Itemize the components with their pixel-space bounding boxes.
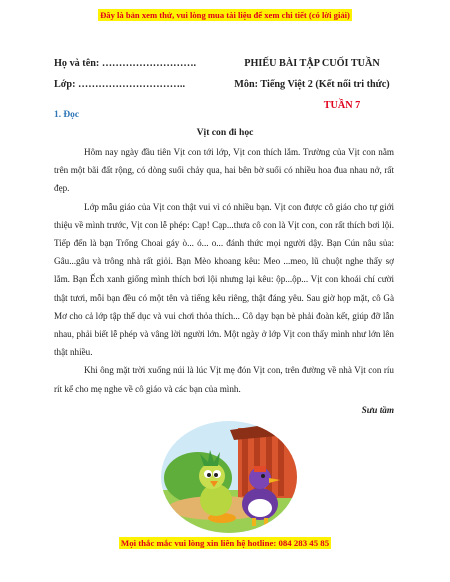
story-paragraph: Khi ông mặt trời xuống núi là lúc Vịt mẹ đón Vịt con, trên đường về nhà Vịt con ríu rít kể cho mẹ nghe về cô giáo và các bạn của mình. <box>54 365 394 394</box>
worksheet-title: PHIẾU BÀI TẬP CUỐI TUẦN <box>244 58 380 69</box>
footer-hotline <box>0 538 450 548</box>
worksheet-heading <box>212 53 412 116</box>
subject-line: Môn: Tiếng Việt 2 (Kết nối tri thức) <box>234 79 390 90</box>
story-body <box>54 143 394 398</box>
name-field-label: Họ và tên: ………………………. <box>54 58 197 69</box>
story-title: Vịt con đi học <box>196 127 254 138</box>
section-heading: 1. Đọc <box>54 110 79 120</box>
duck-illustration <box>160 420 298 534</box>
source-credit: Sưu tầm <box>361 405 394 415</box>
class-field-label: Lớp: ………………………….. <box>54 79 186 90</box>
student-info <box>54 53 196 95</box>
story-paragraph: Hôm nay ngày đầu tiên Vịt con tới lớp, Vịt con thích lắm. Trường của Vịt con nằm trên một bãi đất rộng, có dòng suối chảy qua, hai bên bờ suối có nhiều hoa đua nhau nở, rất đẹp. <box>54 147 394 194</box>
week-label: TUẦN 7 <box>323 100 361 111</box>
preview-banner-text: Đây là bản xem thử, vui lòng mua tài liệu để xem chi tiết (có lời giải) <box>100 10 350 20</box>
footer-hotline-text: Mọi thắc mắc vui lòng xin liên hệ hotline: 084 283 45 85 <box>120 538 330 548</box>
preview-banner <box>0 10 450 20</box>
story-paragraph: Lớp mẫu giáo của Vịt con thật vui vì có nhiều bạn. Vịt con được cô giáo cho tự giới thiệu về mình trước, Vịt con lễ phép: Cạp! Cạp...thưa cô con là Vịt con, con rất thích bơi lội. Tiếp đến là bạn Trống Choai gáy ò... ó... o... đánh thức mọi người dậy. Bạn Cún nâu sủa: Gâu...gâu và trông nhà rất giỏi. Bạn Mèo khoang kêu: Meo ...meo, lũ chuột nghe thấy sợ lắm. Bạn Ếch xanh giống mình thích bơi lội nhưng lại kêu: ộp...ộp... Vịt con khoái chí cười thật tươi, mỗi bạn đều có một tên và tiếng kêu riêng, thật đáng yêu. Sau giờ họp mặt, cô Gà Mơ cho cả lớp tập thể dục và vui chơi thỏa thích... Cô dạy bạn bè phải đoàn kết, giúp đỡ lẫn nhau, phải biết lễ phép và vâng lời người lớn. Một ngày ở lớp Vịt con thấy mình như lớn lên thật nhiều. <box>54 201 394 358</box>
